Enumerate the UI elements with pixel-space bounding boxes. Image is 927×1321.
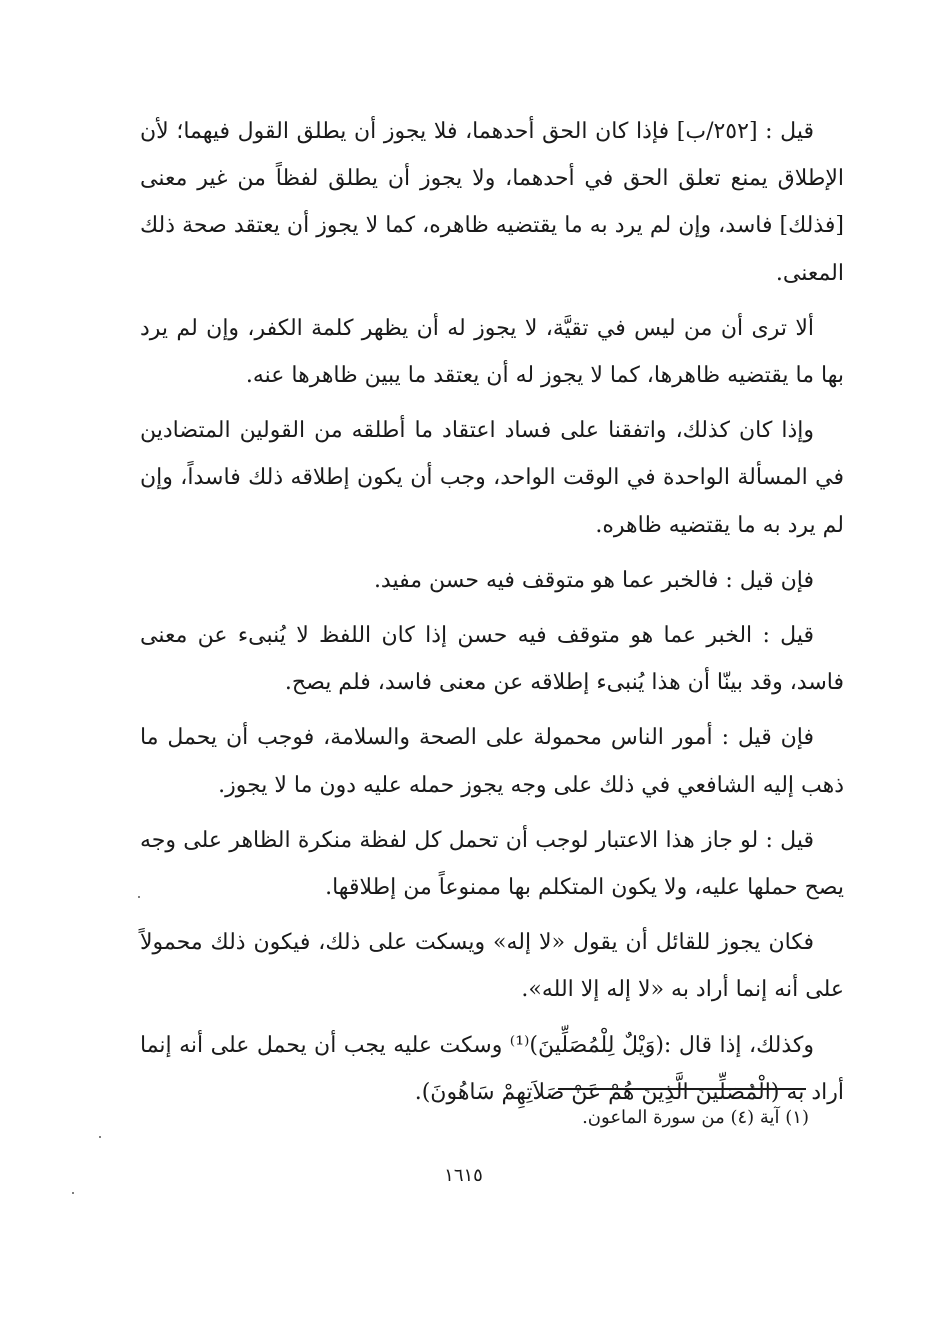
paragraph-3: وإذا كان كذلك، واتفقنا على فساد اعتقاد ما أطلقه من القولين المتضادين في المسألة الواحدة في الوقت الواحد، وجب أن يكون إطلاقه ذلك فاسداً، وإن لم يرد به ما يقتضيه ظاهره. — [140, 418, 844, 538]
paragraph-9: وكذلك، إذا قال :(وَيْلٌ لِلْمُصَلِّينَ)⁽¹⁾ وسكت عليه يجب أن يحمل على أنه إنما أراد به (الْمُصَلِّينَ الَّذِينَ هُمْ عَنْ صَلاَتِهِمْ سَاهُونَ). — [140, 1032, 844, 1105]
paragraph-6: فإن قيل : أمور الناس محمولة على الصحة والسلامة، فوجب أن يحمل ما ذهب إليه الشافعي في ذلك على وجه يجوز حمله عليه دون ما لا يجوز. — [140, 725, 844, 798]
scan-speck — [138, 896, 140, 898]
footnote: (١) آية (٤) من سورة الماعون. — [582, 1107, 809, 1128]
page-number: ١٦١٥ — [444, 1165, 483, 1186]
footnote-divider — [558, 1088, 806, 1090]
paragraph-1: قيل : [٢٥٢/ب] فإذا كان الحق أحدهما، فلا يجوز أن يطلق القول فيهما؛ لأن الإطلاق يمنع تعلق الحق في أحدهما، ولا يجوز أن يطلق لفظاً من غير معنى [فذلك] فاسد، وإن لم يرد به ما يقتضيه ظاهره، كما لا يجوز أن يعتقد صحة ذلك المعنى. — [140, 119, 844, 286]
paragraph-5: قيل : الخبر عما هو متوقف فيه حسن إذا كان اللفظ لا يُنبىء عن معنى فاسد، وقد بينّا أن هذا يُنبىء إطلاقه عن معنى فاسد، فلم يصح. — [140, 623, 844, 696]
paragraph-4: فإن قيل : فالخبر عما هو متوقف فيه حسن مفيد. — [373, 567, 814, 593]
scan-speck — [72, 1192, 74, 1194]
scan-speck — [99, 1136, 101, 1138]
body-text — [140, 108, 844, 1124]
paragraph-2: ألا ترى أن من ليس في تقيَّة، لا يجوز له أن يظهر كلمة الكفر، وإن لم يرد بها ما يقتضيه ظاهرها، كما لا يجوز له أن يعتقد ما يبين ظاهرها عنه. — [140, 315, 844, 389]
paragraph-7: قيل : لو جاز هذا الاعتبار لوجب أن تحمل كل لفظة منكرة الظاهر على وجه يصح حملها عليه، ولا يكون المتكلم بها ممنوعاً من إطلاقها. — [140, 827, 844, 901]
paragraph-8: فكان يجوز للقائل أن يقول «لا إله» ويسكت على ذلك، فيكون ذلك محمولاً على أنه إنما أراد به «لا إله إلا الله». — [140, 930, 844, 1003]
